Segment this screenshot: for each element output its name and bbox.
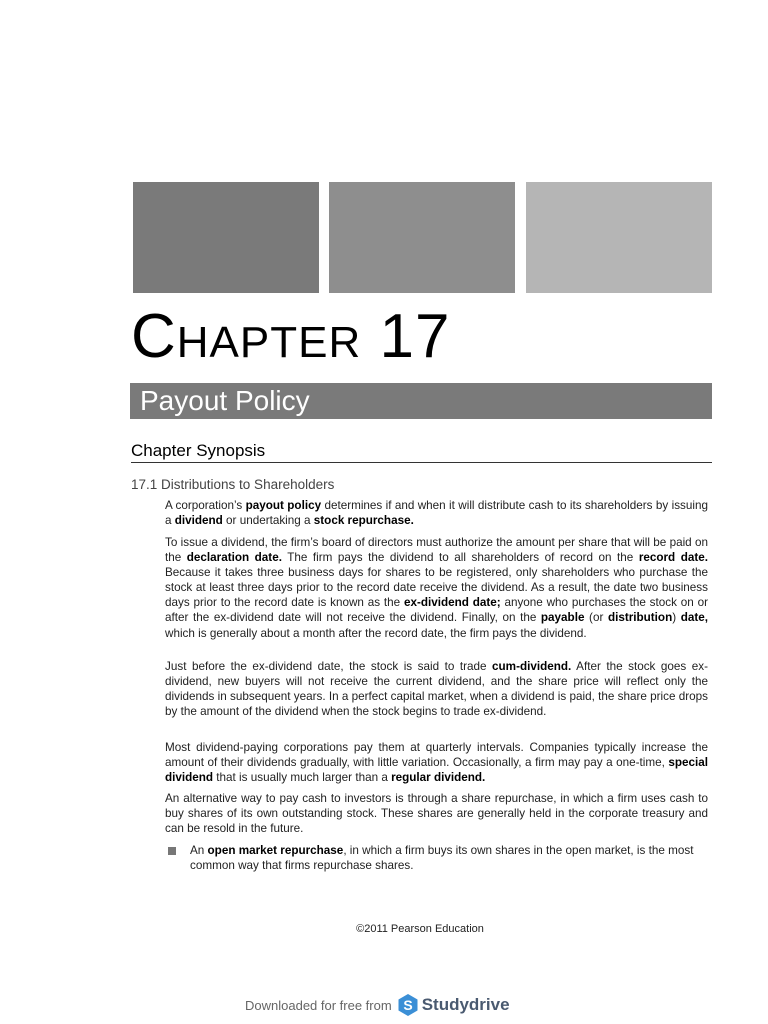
paragraph-cum-dividend: Just before the ex-dividend date, the stock is said to trade cum-dividend. After the stock goes ex-dividend, new buyers will not receive the current dividend, and the share price will reflect only the dividends in subsequent years. In a perfect capital market, when a dividend is paid, the share price drops by the amount of the dividend when the stock begins to trade ex-dividend. [165, 660, 708, 719]
download-text: Downloaded for free from [245, 997, 392, 1013]
term-date: date, [680, 611, 708, 625]
term-payout-policy: payout policy [245, 499, 322, 512]
term-special-dividend: special dividend [165, 756, 708, 785]
download-watermark [245, 992, 510, 1018]
header-block-dark [133, 182, 319, 293]
term-open-market-repurchase: open market repurchase [207, 844, 344, 857]
paragraph-dividend-dates: To issue a dividend, the firm’s board of directors must authorize the amount per share that will be paid on the declaration date. The firm pays the dividend to all shareholders of record on the record date. Because it takes three business days for shares to be registered, only shareholders who purchase the stock at least three days prior to the record date receive the dividend. As a result, the date two business days prior to the record date is known as the ex-dividend date; anyone who purchases the stock on or after the ex-dividend date will not receive the dividend. Finally, on the payable (or distribution) date, which is generally about a month after the record date, the firm pays the dividend. [165, 536, 708, 640]
studydrive-brand: Studydrive [421, 995, 510, 1014]
bullet-open-market-repurchase: An open market repurchase, in which a firm buys its own shares in the open market, is the most common way that firms repurchase shares. [190, 844, 694, 873]
term-stock-repurchase: stock repurchase. [313, 514, 414, 528]
square-bullet-icon [168, 847, 176, 855]
paragraph-share-repurchase: An alternative way to pay cash to investors is through a share repurchase, in which a firm uses cash to buy shares of its own outstanding stock. These shares are generally held in the corporate treasury and can be resold in the future. [165, 792, 708, 836]
term-payable: payable [540, 611, 585, 625]
term-cum-dividend: cum-dividend. [492, 660, 572, 673]
header-block-light [526, 182, 712, 293]
paragraph-payout-policy: A corporation’s payout policy determines if and when it will distribute cash to its shareholders by issuing a dividend or undertaking a stock repurchase. [165, 499, 708, 528]
chapter-subtitle: Payout Policy [140, 385, 310, 416]
chapter-number: 17 [379, 302, 451, 371]
section-heading: 17.1 Distributions to Shareholders [131, 477, 335, 492]
term-record-date: record date. [638, 551, 708, 565]
header-decoration [133, 182, 712, 293]
chapter-title [131, 302, 450, 378]
term-declaration-date: declaration date. [186, 551, 282, 565]
paragraph-dividend-frequency: Most dividend-paying corporations pay them at quarterly intervals. Companies typically increase the amount of their dividends gradually, with little variation. Occasionally, a firm may pay a one-time, special dividend that is usually much larger than a regular dividend. [165, 741, 708, 785]
svg-text:S: S [403, 997, 413, 1013]
synopsis-heading: Chapter Synopsis [131, 441, 266, 460]
term-dividend: dividend [174, 514, 223, 528]
chapter-title-rest: HAPTER [176, 318, 362, 367]
term-regular-dividend: regular dividend. [391, 771, 486, 785]
chapter-subtitle-bar [130, 383, 712, 419]
synopsis-divider [131, 462, 712, 463]
chapter-title-initial: C [131, 302, 177, 371]
header-block-medium [329, 182, 515, 293]
term-distribution: distribution [607, 611, 673, 625]
term-ex-dividend-date: ex-dividend date; [403, 596, 501, 610]
copyright-notice: ©2011 Pearson Education [356, 923, 484, 935]
studydrive-logo-icon [398, 994, 418, 1016]
